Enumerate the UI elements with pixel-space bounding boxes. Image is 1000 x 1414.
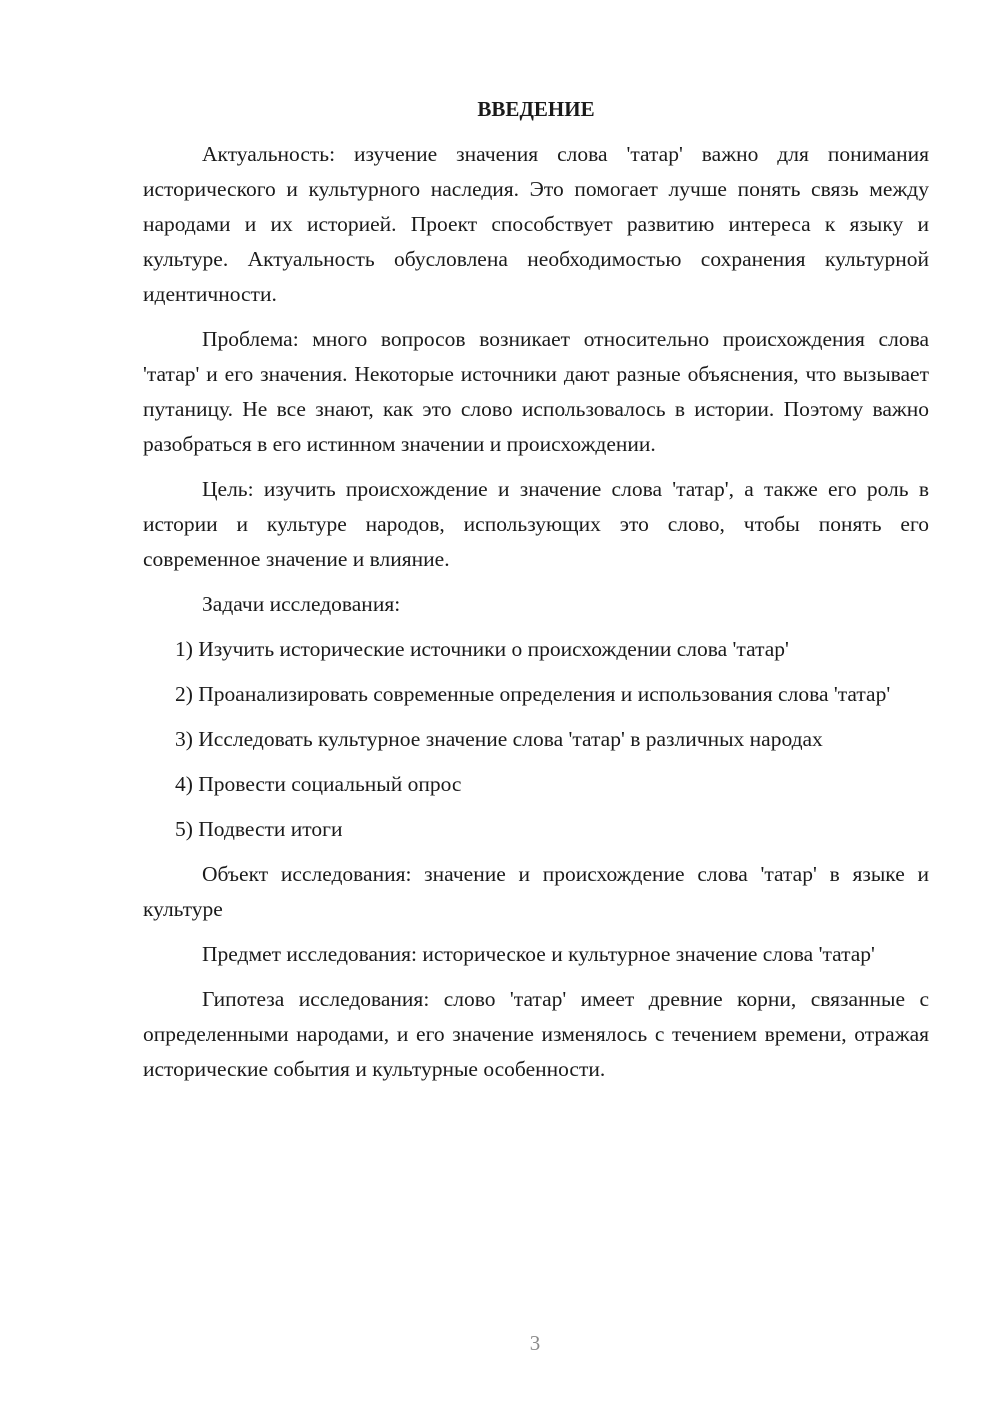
task-item-2: 2) Проанализировать современные определения и использования слова 'татар' — [175, 682, 891, 706]
goal-paragraph: Цель: изучить происхождение и значение слова 'татар', а также его роль в истории и культуре народов, использующих это слово, чтобы понять его современное значение и влияние. — [143, 477, 929, 571]
problem-paragraph: Проблема: много вопросов возникает относительно происхождения слова 'татар' и его значения. Некоторые источники дают разные объяснения, что вызывает путаницу. Не все знают, как это слово использовалось в истории. Поэтому важно разобраться в его истинном значении и происхождении. — [143, 327, 929, 456]
tasks-heading: Задачи исследования: — [202, 592, 401, 616]
task-item-5: 5) Подвести итоги — [175, 817, 343, 841]
hypothesis-paragraph: Гипотеза исследования: слово 'татар' имеет древние корни, связанные с определенными народами, и его значение изменялось с течением времени, отражая исторические события и культурные особенности. — [143, 987, 929, 1081]
page-number: 3 — [529, 1331, 541, 1355]
task-item-1: 1) Изучить исторические источники о происхождении слова 'татар' — [175, 637, 789, 661]
task-item-3: 3) Исследовать культурное значение слова 'татар' в различных народах — [175, 727, 823, 751]
subject-paragraph: Предмет исследования: историческое и культурное значение слова 'татар' — [202, 942, 875, 966]
task-item-4: 4) Провести социальный опрос — [175, 772, 462, 796]
document-page — [143, 92, 929, 1087]
page-title: ВВЕДЕНИЕ — [477, 97, 595, 121]
object-paragraph: Объект исследования: значение и происхождение слова 'татар' в языке и культуре — [143, 862, 929, 921]
relevance-paragraph: Актуальность: изучение значения слова 'татар' важно для понимания исторического и культурного наследия. Это помогает лучше понять связь между народами и их историей. Проект способствует развитию интереса к языку и культуре. Актуальность обусловлена необходимостью сохранения культурной идентичности. — [143, 142, 929, 306]
